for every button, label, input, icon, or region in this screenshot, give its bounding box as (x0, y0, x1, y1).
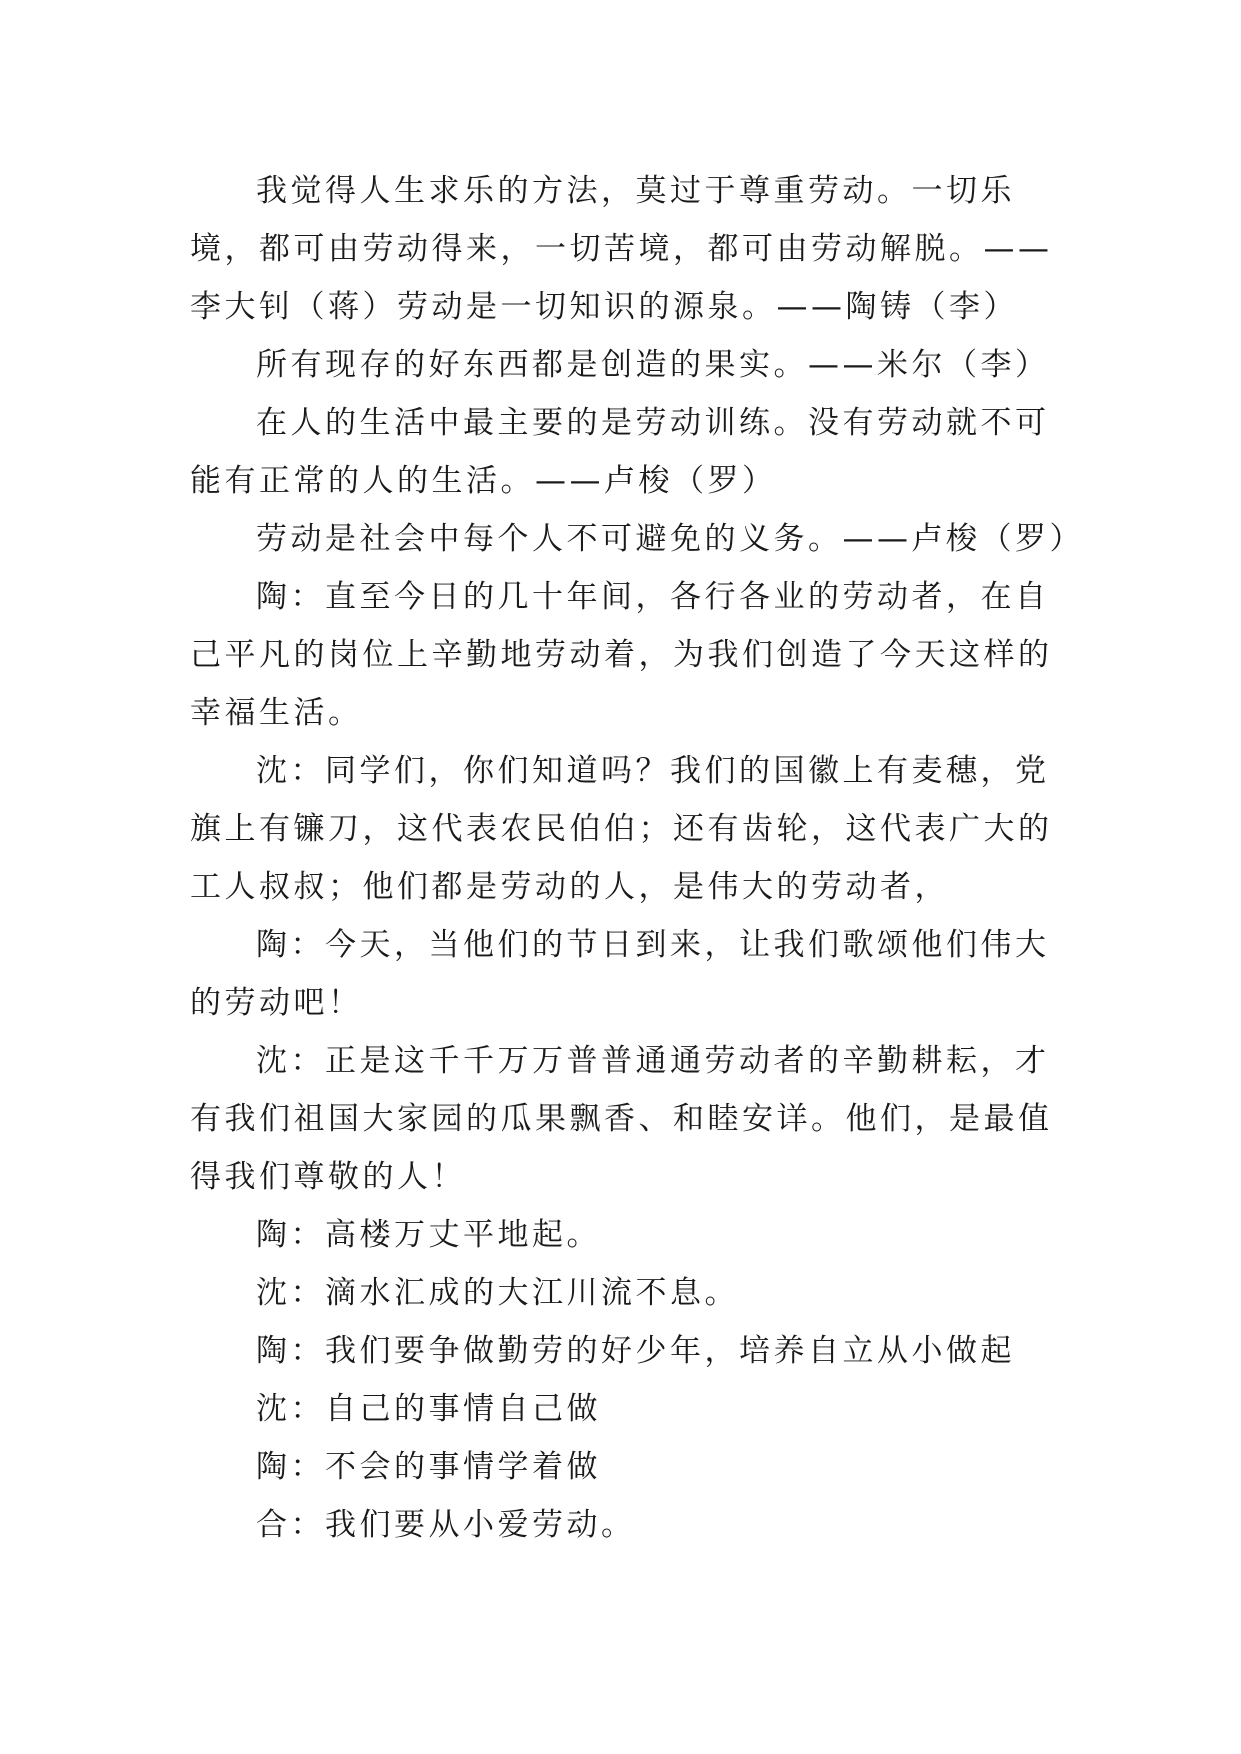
paragraph: 陶：不会的事情学着做 (256, 1449, 601, 1485)
paragraph: 合：我们要从小爱劳动。 (256, 1507, 636, 1543)
paragraph: 在人的生活中最主要的是劳动训练。没有劳动就不可能有正常的人的生活。——卢梭（罗） (190, 405, 1050, 499)
paragraph: 陶：今天，当他们的节日到来，让我们歌颂他们伟大的劳动吧！ (190, 927, 1050, 1021)
paragraph: 陶：我们要争做勤劳的好少年，培养自立从小做起 (256, 1333, 1015, 1369)
paragraph: 沈：滴水汇成的大江川流不息。 (256, 1275, 739, 1311)
paragraph: 陶：高楼万丈平地起。 (256, 1217, 601, 1253)
paragraph: 劳动是社会中每个人不可避免的义务。——卢梭（罗） (256, 521, 1084, 557)
paragraph: 沈：自己的事情自己做 (256, 1391, 601, 1427)
paragraph: 沈：正是这千千万万普普通通劳动者的辛勤耕耘，才有我们祖国大家园的瓜果飘香、和睦安详。他们，是最值得我们尊敬的人！ (190, 1043, 1053, 1195)
document-body (190, 162, 1084, 1554)
paragraph: 所有现存的好东西都是创造的果实。——米尔（李） (256, 347, 1050, 383)
paragraph: 沈：同学们，你们知道吗？我们的国徽上有麦穗，党旗上有镰刀，这代表农民伯伯；还有齿轮，这代表广大的工人叔叔；他们都是劳动的人，是伟大的劳动者， (190, 753, 1053, 905)
paragraph: 陶：直至今日的几十年间，各行各业的劳动者，在自己平凡的岗位上辛勤地劳动着，为我们创造了今天这样的幸福生活。 (190, 579, 1053, 731)
paragraph: 我觉得人生求乐的方法，莫过于尊重劳动。一切乐境，都可由劳动得来，一切苦境，都可由劳动解脱。——李大钊（蒋）劳动是一切知识的源泉。——陶铸（李） (190, 173, 1053, 325)
